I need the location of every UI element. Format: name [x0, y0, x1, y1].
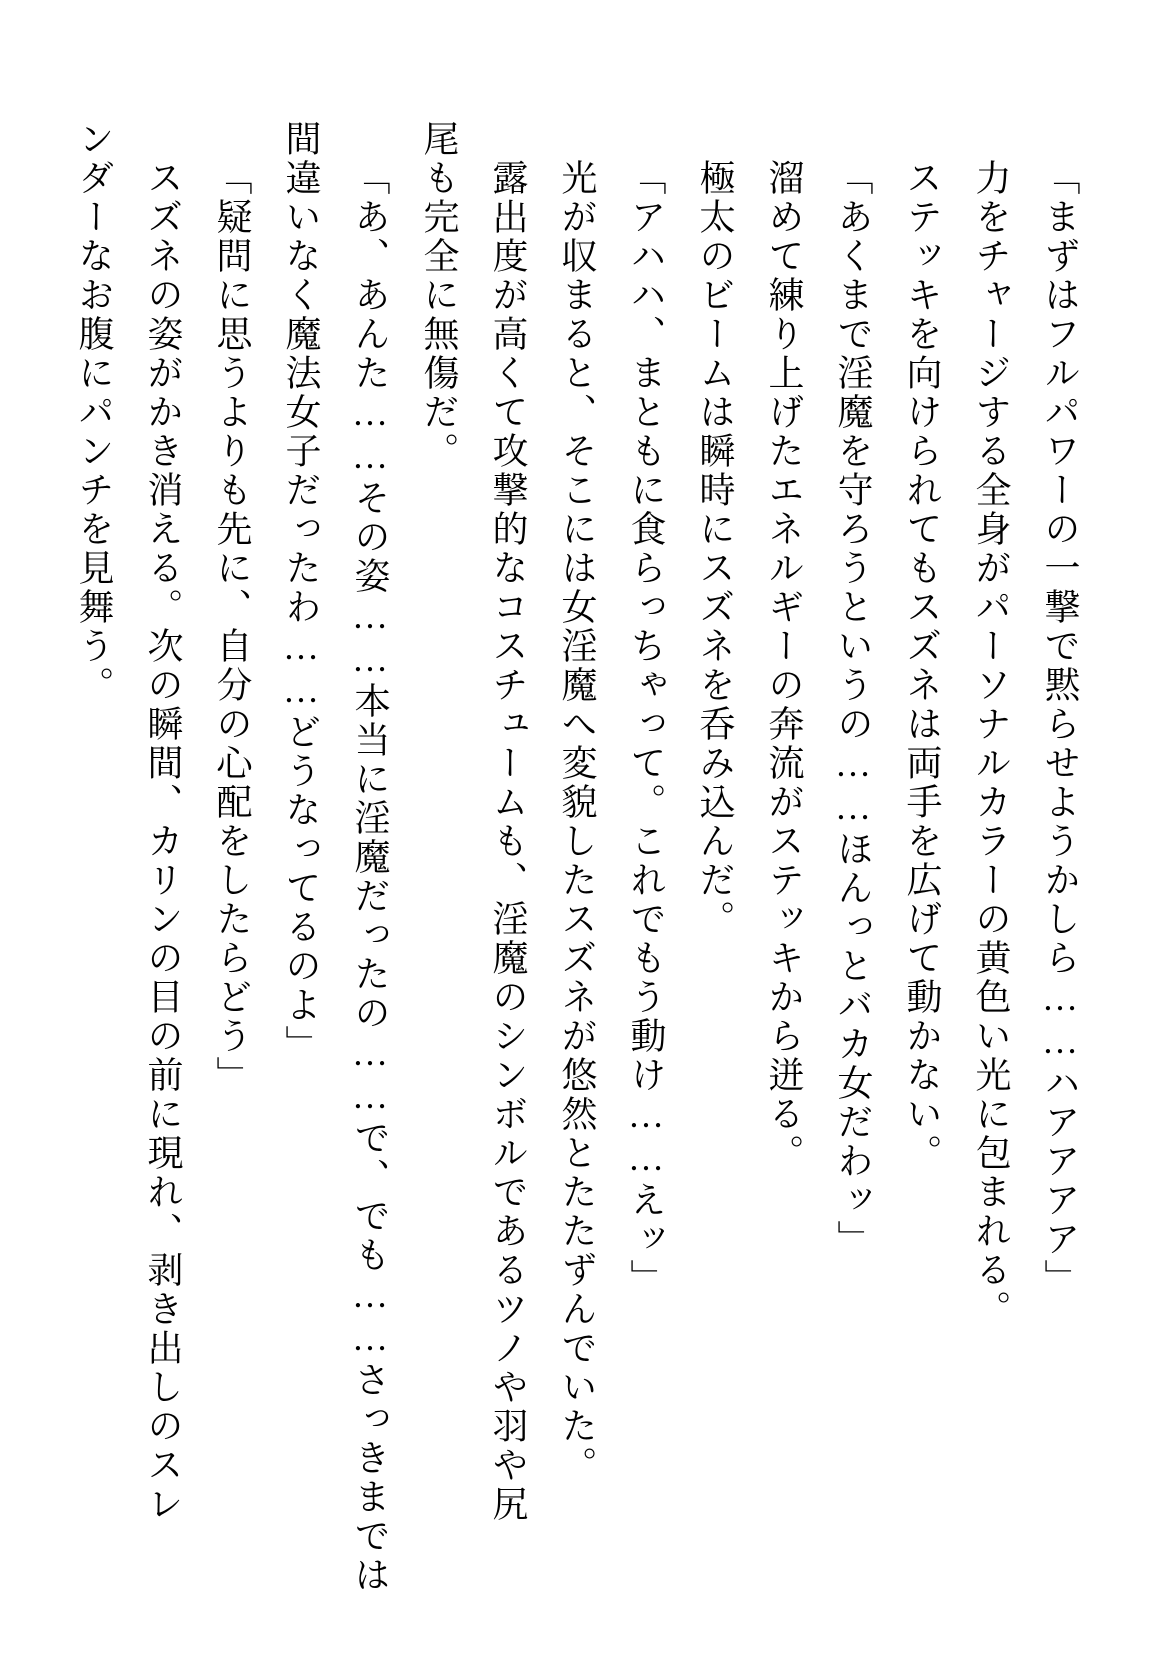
text-line-13: 「疑問に思うよりも先に、自分の心配をしたらどう」: [212, 159, 252, 1095]
text-line-11: 「あ、あんた……その姿……本当に淫魔だったの……で、でも……さっきまでは: [350, 159, 390, 1595]
text-line-9: 露出度が高くて攻撃的なコスチュームも、淫魔のシンボルであるツノや羽や尻: [488, 159, 528, 1524]
text-line-5: 溜めて練り上げたエネルギーの奔流がステッキから迸る。: [764, 159, 804, 1173]
text-line-12: 間違いなく魔法女子だったわ……どうなってるのよ」: [281, 120, 321, 1064]
text-line-7: 「アハハ、まともに食らっちゃって。これでもう動け……えッ」: [626, 159, 666, 1298]
text-line-10: 尾も完全に無傷だ。: [419, 120, 459, 471]
text-line-8: 光が収まると、そこには女淫魔へ変貌したスズネが悠然とたたずんでいた。: [557, 159, 597, 1485]
text-line-6: 極太のビームは瞬時にスズネを呑み込んだ。: [695, 159, 735, 939]
text-line-14: スズネの姿がかき消える。次の瞬間、カリンの目の前に現れ、剥き出しのスレ: [143, 159, 183, 1524]
text-line-1: 「まずはフルパワーの一撃で黙らせようかしら……ハアアアア」: [1040, 159, 1080, 1298]
text-line-2: 力をチャージする全身がパーソナルカラーの黄色い光に包まれる。: [971, 159, 1011, 1329]
text-line-4: 「あくまで淫魔を守ろうというの……ほんっとバカ女だわッ」: [833, 159, 873, 1259]
text-line-3: ステッキを向けられてもスズネは両手を広げて動かない。: [902, 159, 942, 1173]
text-line-15: ンダーなお腹にパンチを見舞う。: [74, 120, 114, 705]
